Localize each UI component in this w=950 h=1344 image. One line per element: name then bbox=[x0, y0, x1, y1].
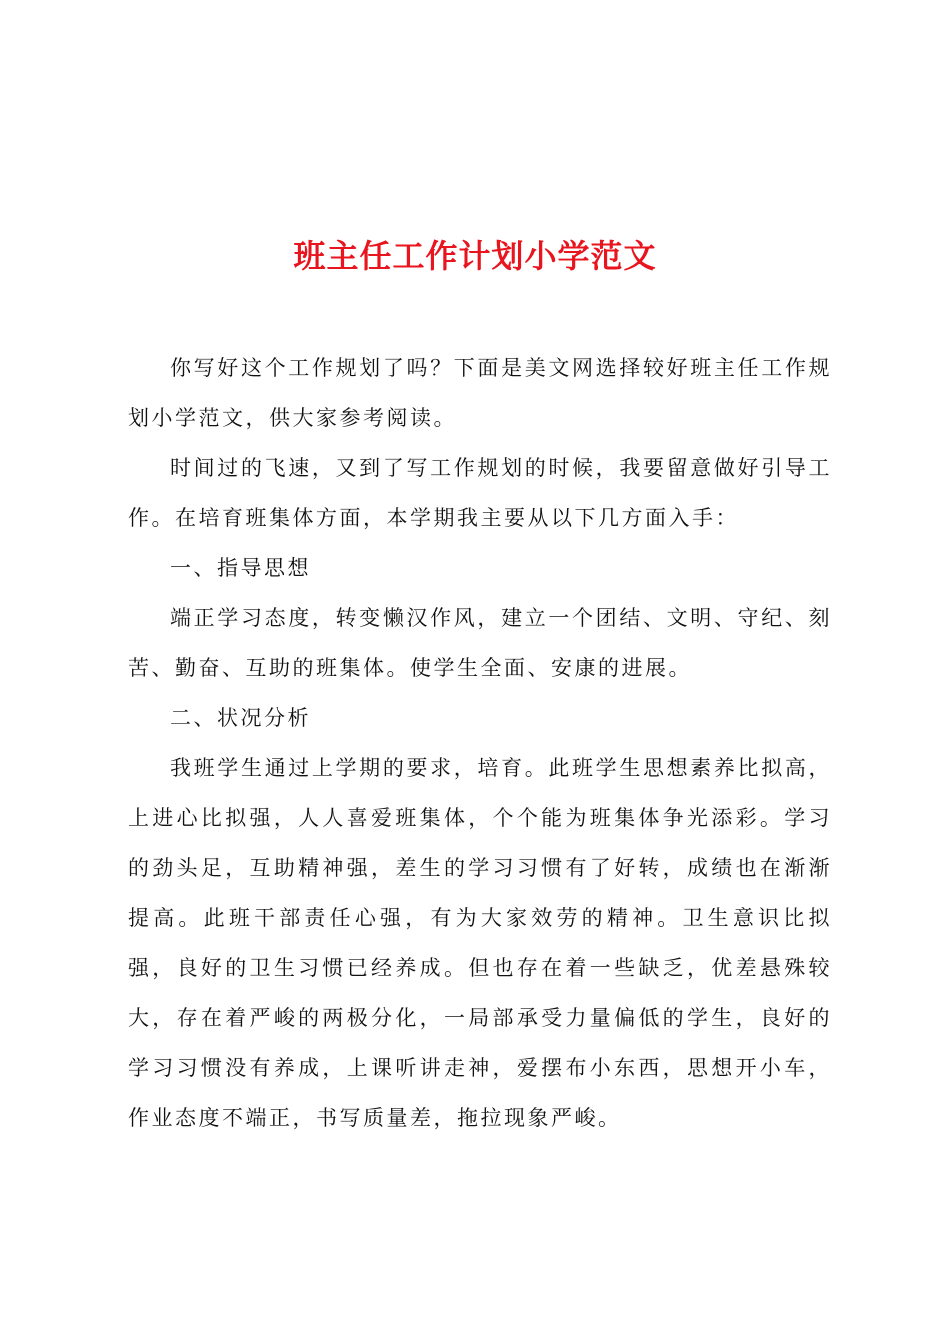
intro-paragraph: 你写好这个工作规划了吗？下面是美文网选择较好班主任工作规划小学范文，供大家参考阅读。 bbox=[128, 356, 832, 430]
opening-paragraph: 时间过的飞速，又到了写工作规划的时候，我要留意做好引导工作。在培育班集体方面，本学期我主要从以下几方面入手： bbox=[128, 456, 832, 530]
document-body bbox=[128, 343, 832, 1143]
section-heading-situation-analysis: 二、状况分析 bbox=[170, 706, 311, 730]
guiding-thought-paragraph: 端正学习态度，转变懒汉作风，建立一个团结、文明、守纪、刻苦、勤奋、互助的班集体。使学生全面、安康的进展。 bbox=[128, 606, 832, 680]
section-heading-guiding-thought: 一、指导思想 bbox=[170, 556, 311, 580]
document-title: 班主任工作计划小学范文 bbox=[293, 237, 657, 276]
situation-analysis-paragraph: 我班学生通过上学期的要求，培育。此班学生思想素养比拟高，上进心比拟强，人人喜爱班集体，个个能为班集体争光添彩。学习的劲头足，互助精神强，差生的学习习惯有了好转，成绩也在渐渐提高。此班干部责任心强，有为大家效劳的精神。卫生意识比拟强，良好的卫生习惯已经养成。但也存在着一些缺乏，优差悬殊较大，存在着严峻的两极分化，一局部承受力量偏低的学生，良好的学习习惯没有养成，上课听讲走神，爱摆布小东西，思想开小车，作业态度不端正，书写质量差，拖拉现象严峻。 bbox=[128, 756, 832, 1130]
